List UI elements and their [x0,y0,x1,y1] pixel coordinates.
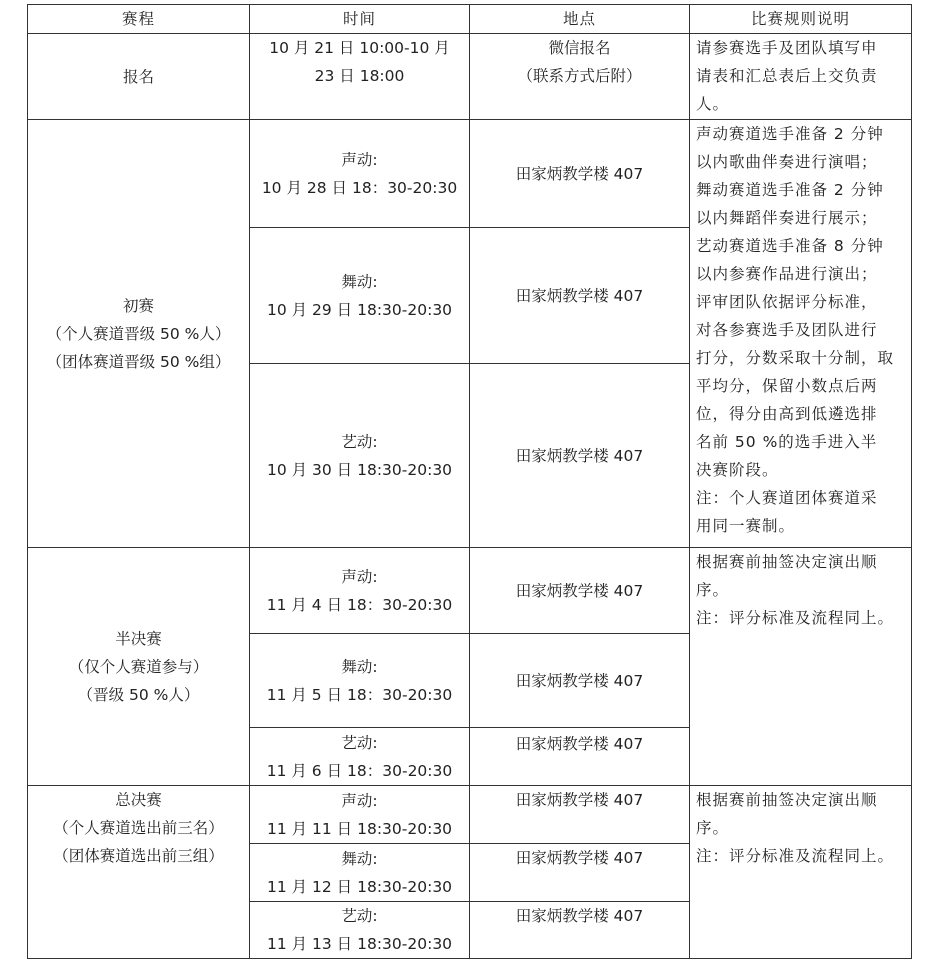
preliminary-row-1 [28,120,912,228]
final-session-1-time: 声动: 11 月 11 日 18:30-20:30 [250,786,470,844]
semifinal-stage: 半决赛 （仅个人赛道参与） （晋级 50 %人） [28,548,250,786]
final-session-3-location: 田家炳教学楼 407 [470,902,690,959]
final-session-3-time: 艺动: 11 月 13 日 18:30-20:30 [250,902,470,959]
header-location: 地点 [470,5,690,34]
registration-stage: 报名 [28,34,250,120]
preliminary-session-3-location: 田家炳教学楼 407 [470,364,690,548]
final-rules: 根据赛前抽签决定演出顺 序。 注：评分标准及流程同上。 [690,786,912,959]
registration-location: 微信报名 （联系方式后附） [470,34,690,120]
final-row-1 [28,786,912,844]
semifinal-session-2-location: 田家炳教学楼 407 [470,634,690,728]
semifinal-session-2-time: 舞动: 11 月 5 日 18：30-20:30 [250,634,470,728]
preliminary-session-2-location: 田家炳教学楼 407 [470,228,690,364]
preliminary-session-1-time: 声动: 10 月 28 日 18：30-20:30 [250,120,470,228]
preliminary-session-2-time: 舞动: 10 月 29 日 18:30-20:30 [250,228,470,364]
registration-time: 10 月 21 日 10:00-10 月 23 日 18:00 [250,34,470,120]
semifinal-session-1-location: 田家炳教学楼 407 [470,548,690,634]
header-time: 时间 [250,5,470,34]
preliminary-session-1-location: 田家炳教学楼 407 [470,120,690,228]
semifinal-rules: 根据赛前抽签决定演出顺 序。 注：评分标准及流程同上。 [690,548,912,786]
registration-row [28,34,912,120]
header-rules: 比赛规则说明 [690,5,912,34]
semifinal-session-3-time: 艺动: 11 月 6 日 18：30-20:30 [250,728,470,786]
header-row [28,5,912,34]
semifinal-session-3-location: 田家炳教学楼 407 [470,728,690,786]
final-session-2-time: 舞动: 11 月 12 日 18:30-20:30 [250,844,470,902]
final-session-2-location: 田家炳教学楼 407 [470,844,690,902]
semifinal-row-1 [28,548,912,634]
preliminary-session-3-time: 艺动: 10 月 30 日 18:30-20:30 [250,364,470,548]
final-stage: 总决赛 （个人赛道选出前三名） （团体赛道选出前三组） [28,786,250,959]
final-session-1-location: 田家炳教学楼 407 [470,786,690,844]
header-stage: 赛程 [28,5,250,34]
competition-schedule-table [27,4,912,959]
preliminary-stage: 初赛 （个人赛道晋级 50 %人） （团体赛道晋级 50 %组） [28,120,250,548]
registration-rules: 请参赛选手及团队填写申 请表和汇总表后上交负责 人。 [690,34,912,120]
preliminary-rules: 声动赛道选手准备 2 分钟 以内歌曲伴奏进行演唱； 舞动赛道选手准备 2 分钟 以内舞蹈伴奏进行展示； 艺动赛道选手准备 8 分钟 以内参赛作品进行演出； 评审团队依据评分标准， 对各参赛选手及团队进行 打分，分数采取十分制，取 平均分，保留小数点后两 位，得分由高到低遴选排 名前 50 %的选手进入半 决赛阶段。 注：个人赛道团体赛道采 用同一赛制。 [690,120,912,548]
semifinal-session-1-time: 声动: 11 月 4 日 18：30-20:30 [250,548,470,634]
